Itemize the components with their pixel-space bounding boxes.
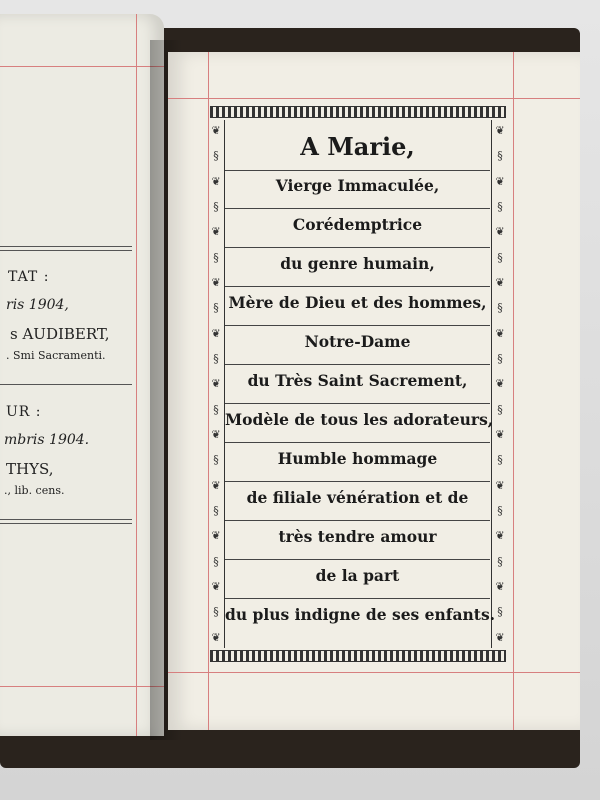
text-rule xyxy=(225,481,490,482)
dedication-line: Mère de Dieu et des hommes, xyxy=(228,293,487,312)
text-rule xyxy=(225,520,490,521)
dedication-line: du Très Saint Sacrement, xyxy=(247,371,468,390)
left-page-red-rule xyxy=(136,14,137,736)
left-page-divider xyxy=(0,384,132,386)
imprimatur-date: ris 1904, xyxy=(6,297,69,313)
imprimatur-title: . Smi Sacramenti. xyxy=(6,349,106,362)
text-rule xyxy=(225,208,490,209)
right-page-red-rule xyxy=(168,672,580,673)
approval-name: THYS, xyxy=(6,460,54,478)
dedication-line: Corédemptrice xyxy=(292,215,423,234)
ornamental-border-right: ❦ § ❦ § ❦ § ❦ § ❦ § ❦ § ❦ § ❦ § ❦ § ❦ § ❦ xyxy=(495,124,505,644)
right-page-red-rule xyxy=(168,98,580,99)
text-rule xyxy=(225,286,490,287)
dedication-title: A Marie, xyxy=(300,132,415,161)
dedication-line: de filiale vénération et de xyxy=(246,488,469,507)
text-rule xyxy=(225,247,490,248)
text-rule xyxy=(225,403,490,404)
imprimatur-name: s AUDIBERT, xyxy=(10,325,110,343)
dedication-line: Vierge Immaculée, xyxy=(275,176,440,195)
dedication-line: de la part xyxy=(315,566,400,585)
dedication-line: Notre-Dame xyxy=(304,332,411,351)
approval-heading: UR : xyxy=(6,404,42,420)
left-page-divider xyxy=(0,246,132,251)
dedication-line: très tendre amour xyxy=(278,527,437,546)
left-page-red-rule xyxy=(0,686,164,687)
approval-title: ., lib. cens. xyxy=(4,484,65,497)
right-page-red-rule xyxy=(513,52,514,730)
dedication-line: Humble hommage xyxy=(277,449,438,468)
dedication-line: du genre humain, xyxy=(280,254,435,273)
left-page-red-rule xyxy=(0,66,164,67)
text-rule xyxy=(225,170,490,171)
left-page-divider xyxy=(0,519,132,524)
text-rule xyxy=(225,325,490,326)
ornamental-border-top xyxy=(210,106,506,118)
ornamental-border-bottom xyxy=(210,650,506,662)
dedication-text-block xyxy=(224,120,496,648)
dedication-frame xyxy=(210,106,506,662)
approval-date: mbris 1904. xyxy=(4,432,90,448)
text-rule xyxy=(225,598,490,599)
text-rule xyxy=(225,442,490,443)
text-rule xyxy=(225,559,490,560)
left-page xyxy=(0,14,164,736)
text-rule xyxy=(225,364,490,365)
dedication-line: Modèle de tous les adorateurs, xyxy=(225,410,494,429)
ornamental-border-left: ❦ § ❦ § ❦ § ❦ § ❦ § ❦ § ❦ § ❦ § ❦ § ❦ § ❦ xyxy=(211,124,221,644)
imprimatur-heading: TAT : xyxy=(8,269,50,285)
right-page-red-rule xyxy=(208,52,209,730)
dedication-line: du plus indigne de ses enfants. xyxy=(225,605,496,624)
